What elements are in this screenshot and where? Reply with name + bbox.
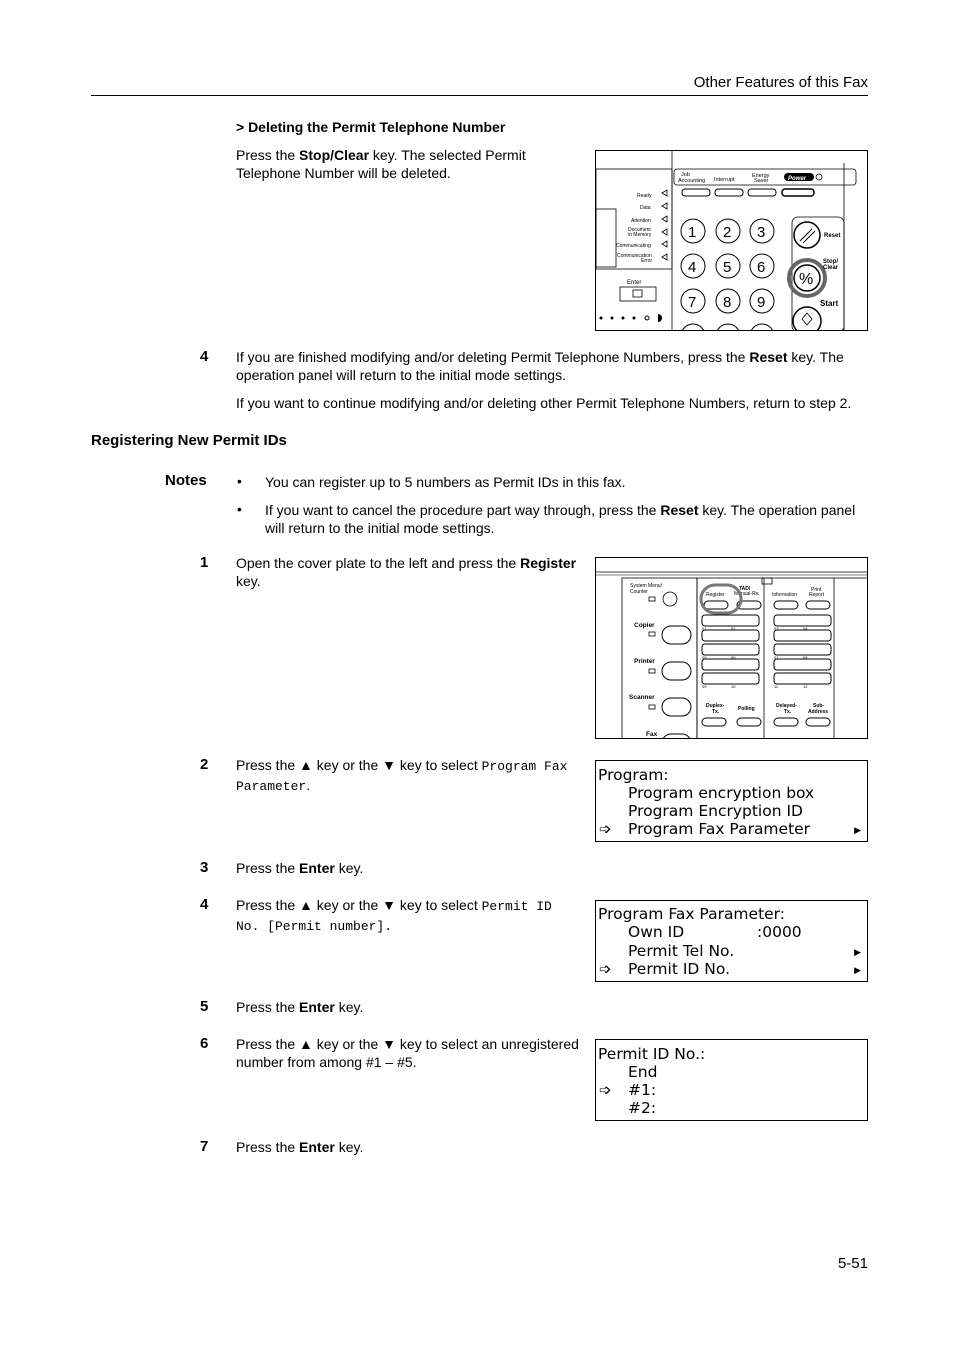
lcd-line-selected: Permit ID No. xyxy=(628,960,731,978)
register-key-label: Register xyxy=(706,592,725,598)
scanner-label: Scanner xyxy=(629,694,655,701)
attention-indicator: Attention xyxy=(631,218,651,224)
svg-text:02: 02 xyxy=(731,626,736,631)
information-key-label: Information xyxy=(772,592,798,598)
communication-indicator: Communication xyxy=(617,253,652,259)
lcd-program-menu xyxy=(595,760,868,842)
step-number: 6 xyxy=(200,1035,209,1052)
digit-9: 9 xyxy=(757,294,766,311)
lcd-own-id-label: Own ID xyxy=(628,923,685,941)
lcd-line: Permit Tel No. xyxy=(628,942,735,960)
down-arrow-icon: ▼ xyxy=(382,1036,397,1052)
energy-key-label: Energy xyxy=(752,173,770,179)
subsection-title: > Deleting the Permit Telephone Number xyxy=(236,119,506,135)
svg-text:Address: Address xyxy=(808,709,829,715)
digit-3: 3 xyxy=(757,224,766,241)
down-arrow-icon: ▼ xyxy=(382,897,397,913)
document-indicator: Document xyxy=(628,227,651,233)
accounting-key-label: Accounting xyxy=(678,178,706,184)
svg-text:09: 09 xyxy=(702,684,707,689)
sub-address-key-label: Sub- xyxy=(813,703,825,709)
step-7-text: Press the Enter key. xyxy=(236,1139,364,1155)
enter-key-label: Enter xyxy=(627,280,642,286)
fax-label: Fax xyxy=(646,731,658,738)
cursor-arrow-icon: ➩ xyxy=(599,1081,612,1099)
duplex-key-label: Duplex- xyxy=(706,703,725,709)
counter-label: Counter xyxy=(630,589,648,595)
up-arrow-icon: ▲ xyxy=(299,757,313,773)
digit-7: 7 xyxy=(688,294,697,311)
print-key-label: Print xyxy=(811,587,822,593)
system-menu-label: System Menu/ xyxy=(630,583,662,589)
ready-indicator: Ready xyxy=(637,193,652,199)
stop-clear-symbol: % xyxy=(799,271,814,288)
report-key-label: Report xyxy=(809,592,825,598)
down-arrow-icon: ▼ xyxy=(382,757,397,773)
data-indicator: Data xyxy=(640,205,651,211)
error-indicator: Error xyxy=(641,258,653,264)
lcd-program-fax-parameter xyxy=(595,900,868,982)
more-arrow-icon: ▶ xyxy=(854,826,861,836)
step-number: 4 xyxy=(200,348,209,365)
cursor-arrow-icon: ➩ xyxy=(599,820,612,838)
svg-text:04: 04 xyxy=(803,626,808,631)
up-arrow-icon: ▲ xyxy=(299,897,313,913)
step-number: 2 xyxy=(200,756,209,773)
start-label: Start xyxy=(820,299,839,308)
lcd-line-selected: Program Fax Parameter xyxy=(628,820,811,838)
note-1: You can register up to 5 numbers as Permit IDs in this fax. xyxy=(265,474,626,490)
svg-text:11: 11 xyxy=(774,684,779,689)
lcd-own-id-value: :0000 xyxy=(757,923,802,941)
interrupt-key-label: Interrupt xyxy=(714,177,735,183)
stop-label: Stop/ xyxy=(823,259,838,265)
operation-panel-figure xyxy=(595,150,868,331)
step-4-continue-text: If you want to continue modifying and/or deleting other Permit Telephone Numbers, return to step 2. xyxy=(236,395,852,411)
svg-text:01: 01 xyxy=(702,626,707,631)
running-header: Other Features of this Fax xyxy=(693,74,868,91)
header-rule xyxy=(91,95,868,96)
operation-panel-illustration xyxy=(596,151,868,331)
step-number: 4 xyxy=(200,896,209,913)
lcd-line-selected: #1: xyxy=(628,1081,657,1099)
digit-5: 5 xyxy=(723,259,732,276)
job-key-label: Job xyxy=(681,172,690,178)
step-number: 1 xyxy=(200,554,209,571)
step-number: 7 xyxy=(200,1138,209,1155)
step-4-select-text: Press the ▲ key or the ▼ key to select Permit ID No. [Permit number]. xyxy=(236,897,552,934)
printer-label: Printer xyxy=(634,658,655,665)
svg-text:08: 08 xyxy=(803,655,808,660)
step-number: 3 xyxy=(200,859,209,876)
tad-key-label: TAD/ xyxy=(739,586,751,592)
lcd-title: Program Fax Parameter: xyxy=(598,905,786,923)
lcd-title: Permit ID No.: xyxy=(598,1045,706,1063)
bullet: • xyxy=(237,501,242,517)
section-heading: Registering New Permit IDs xyxy=(91,432,287,449)
power-key-label: Power xyxy=(788,176,807,182)
step-4-finish-text: If you are finished modifying and/or deleting Permit Telephone Numbers, press the Reset key. The operation panel will return to the initial mode settings. xyxy=(236,349,844,383)
power-icon xyxy=(816,174,822,180)
svg-text:10: 10 xyxy=(731,684,736,689)
svg-text:06: 06 xyxy=(731,655,736,660)
lcd-line: Program Encryption ID xyxy=(628,802,803,820)
register-panel-figure xyxy=(595,557,868,739)
bullet: • xyxy=(237,473,242,489)
step-2-text: Press the ▲ key or the ▼ key to select Program Fax Parameter. xyxy=(236,757,568,794)
lcd-line: Program encryption box xyxy=(628,784,815,802)
svg-text:03: 03 xyxy=(774,626,779,631)
page-number: 5-51 xyxy=(837,1255,868,1272)
more-arrow-icon: ▶ xyxy=(854,948,861,958)
manual-rx-key-label: Manual-Rx. xyxy=(734,591,760,597)
svg-text:07: 07 xyxy=(774,655,779,660)
step-3-text: Press the Enter key. xyxy=(236,860,364,876)
lcd-permit-id-list xyxy=(595,1039,868,1121)
polling-key-label: Polling xyxy=(738,706,755,712)
svg-text:Tx.: Tx. xyxy=(784,709,792,715)
step-number: 5 xyxy=(200,998,209,1015)
svg-text:05: 05 xyxy=(702,655,707,660)
digit-4: 4 xyxy=(688,259,697,276)
lcd-line: #2: xyxy=(628,1099,657,1117)
up-arrow-icon: ▲ xyxy=(299,1036,313,1052)
reset-label: Reset xyxy=(824,233,841,239)
in-memory-indicator: in Memory xyxy=(628,232,652,238)
register-panel-illustration xyxy=(596,558,868,739)
digit-8: 8 xyxy=(723,294,732,311)
cursor-arrow-icon: ➩ xyxy=(599,960,612,978)
digit-6: 6 xyxy=(757,259,766,276)
more-arrow-icon: ▶ xyxy=(854,966,861,976)
svg-text:Tx.: Tx. xyxy=(712,709,720,715)
note-2: If you want to cancel the procedure part way through, press the Reset key. The operation panel will return to the initial mode settings. xyxy=(265,502,856,536)
copier-label: Copier xyxy=(634,622,655,629)
delete-instruction: Press the Stop/Clear key. The selected Permit Telephone Number will be deleted. xyxy=(236,147,526,181)
digit-1: 1 xyxy=(688,224,697,241)
step-5-text: Press the Enter key. xyxy=(236,999,364,1015)
delayed-key-label: Delayed- xyxy=(776,703,797,709)
saver-key-label: Saver xyxy=(754,178,769,184)
communicating-indicator: Communicating xyxy=(616,243,651,249)
svg-text:12: 12 xyxy=(803,684,808,689)
step-1-text: Open the cover plate to the left and press the Register key. xyxy=(236,555,577,589)
step-6-text: Press the ▲ key or the ▼ key to select an unregistered number from among #1 – #5. xyxy=(236,1036,579,1070)
digit-2: 2 xyxy=(723,224,732,241)
lcd-title: Program: xyxy=(598,766,669,784)
clear-label: Clear xyxy=(823,265,839,271)
notes-label: Notes xyxy=(165,472,207,489)
lcd-line: End xyxy=(628,1063,658,1081)
